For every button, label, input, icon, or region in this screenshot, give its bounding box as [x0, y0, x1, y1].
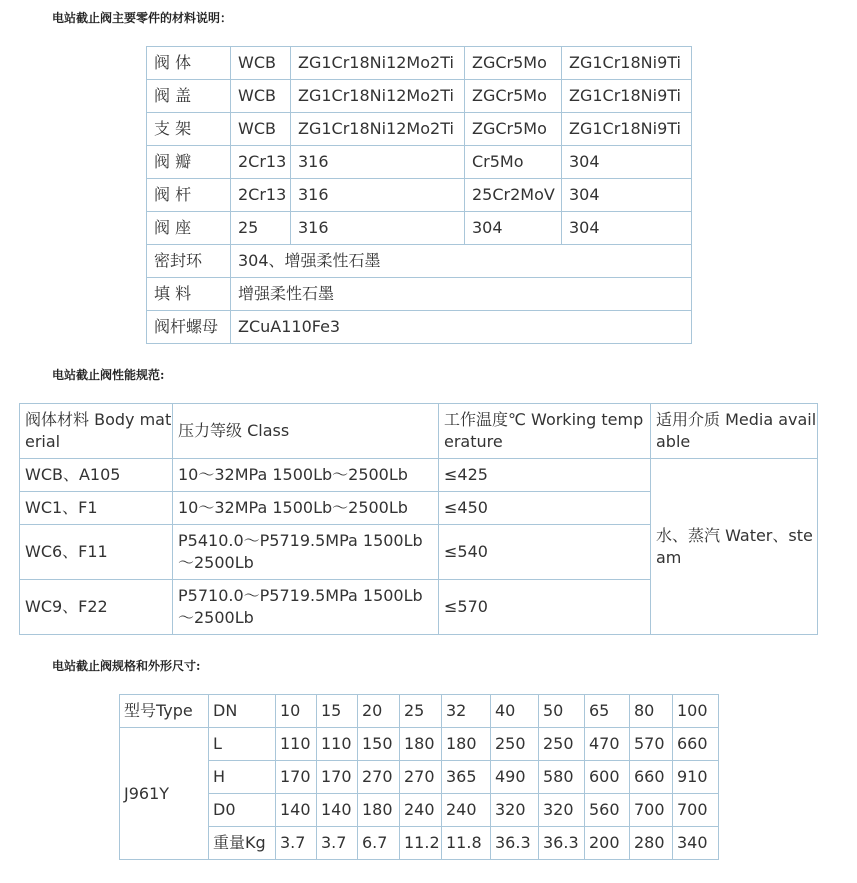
material-cell: ZG1Cr18Ni12Mo2Ti — [291, 47, 465, 80]
table-row — [120, 827, 719, 860]
dimension-label: D0 — [209, 794, 276, 827]
dn-value: 100 — [673, 695, 719, 728]
table-header-row — [120, 695, 719, 728]
performance-heading: 电站截止阀性能规范: — [52, 368, 165, 382]
dimensions-heading: 电站截止阀规格和外形尺寸: — [52, 659, 201, 673]
material-cell: ZG1Cr18Ni9Ti — [562, 47, 692, 80]
material-cell: 25 — [231, 212, 291, 245]
part-name: 阀 杆 — [147, 179, 231, 212]
material-cell: 304、增强柔性石墨 — [231, 245, 692, 278]
dimension-value: 560 — [585, 794, 630, 827]
table-row — [147, 311, 692, 344]
dimension-value: 660 — [630, 761, 673, 794]
dimension-value: 280 — [630, 827, 673, 860]
material-cell: ZG1Cr18Ni12Mo2Ti — [291, 113, 465, 146]
table-row — [20, 459, 818, 492]
dimension-value: 11.2 — [400, 827, 442, 860]
dn-value: 25 — [400, 695, 442, 728]
dimension-value: 365 — [442, 761, 491, 794]
dimension-value: 110 — [276, 728, 317, 761]
dimension-value: 570 — [630, 728, 673, 761]
pressure-class-cell: 10～32MPa 1500Lb～2500Lb — [173, 459, 439, 492]
dimension-value: 250 — [491, 728, 539, 761]
dimension-value: 140 — [317, 794, 358, 827]
dn-value: 10 — [276, 695, 317, 728]
part-name: 支 架 — [147, 113, 231, 146]
material-cell: 316 — [291, 146, 465, 179]
table-row — [147, 179, 692, 212]
dimensions-table — [119, 694, 719, 860]
temperature-cell: ≤540 — [439, 525, 651, 580]
dimension-value: 170 — [276, 761, 317, 794]
part-name: 填 料 — [147, 278, 231, 311]
table-row — [147, 47, 692, 80]
dimension-value: 180 — [400, 728, 442, 761]
pressure-class-cell: P5710.0～P5719.5MPa 1500Lb～2500Lb — [173, 580, 439, 635]
material-cell: 316 — [291, 179, 465, 212]
dimension-value: 700 — [673, 794, 719, 827]
dn-value: 20 — [358, 695, 400, 728]
dn-value: 40 — [491, 695, 539, 728]
material-cell: 25Cr2MoV — [465, 179, 562, 212]
material-cell: ZG1Cr18Ni9Ti — [562, 80, 692, 113]
table-row — [120, 761, 719, 794]
temperature-cell: ≤450 — [439, 492, 651, 525]
dimension-value: 270 — [400, 761, 442, 794]
dimension-label: L — [209, 728, 276, 761]
material-cell: 316 — [291, 212, 465, 245]
dimension-value: 340 — [673, 827, 719, 860]
dn-value: 15 — [317, 695, 358, 728]
dimension-value: 490 — [491, 761, 539, 794]
material-cell: ZGCr5Mo — [465, 47, 562, 80]
dimension-value: 180 — [358, 794, 400, 827]
dimension-value: 200 — [585, 827, 630, 860]
part-name: 阀 瓣 — [147, 146, 231, 179]
table-row — [120, 728, 719, 761]
dimension-value: 240 — [400, 794, 442, 827]
pressure-class-cell: 10～32MPa 1500Lb～2500Lb — [173, 492, 439, 525]
material-cell: 304 — [562, 179, 692, 212]
material-cell: WCB — [231, 113, 291, 146]
dimension-label: H — [209, 761, 276, 794]
type-label: 型号Type — [120, 695, 209, 728]
dimension-value: 150 — [358, 728, 400, 761]
material-cell: ZG1Cr18Ni12Mo2Ti — [291, 80, 465, 113]
dimension-value: 240 — [442, 794, 491, 827]
material-cell: 增强柔性石墨 — [231, 278, 692, 311]
dimension-value: 170 — [317, 761, 358, 794]
performance-table — [19, 403, 818, 635]
dimension-value: 11.8 — [442, 827, 491, 860]
table-row — [147, 245, 692, 278]
dimension-value: 660 — [673, 728, 719, 761]
dimension-label: DN — [209, 695, 276, 728]
material-cell: ZGCr5Mo — [465, 80, 562, 113]
material-cell: WCB — [231, 47, 291, 80]
dimension-value: 320 — [491, 794, 539, 827]
table-row — [147, 146, 692, 179]
body-material-cell: WC9、F22 — [20, 580, 173, 635]
part-name: 阀 盖 — [147, 80, 231, 113]
dimension-value: 470 — [585, 728, 630, 761]
temperature-cell: ≤425 — [439, 459, 651, 492]
material-cell: 2Cr13 — [231, 179, 291, 212]
column-header: 工作温度℃ Working temperature — [439, 404, 651, 459]
table-header-row — [20, 404, 818, 459]
dimension-value: 3.7 — [317, 827, 358, 860]
dimension-value: 36.3 — [491, 827, 539, 860]
dimension-value: 700 — [630, 794, 673, 827]
dn-value: 80 — [630, 695, 673, 728]
dimension-value: 600 — [585, 761, 630, 794]
materials-table — [146, 46, 692, 344]
pressure-class-cell: P5410.0～P5719.5MPa 1500Lb～2500Lb — [173, 525, 439, 580]
dimension-value: 140 — [276, 794, 317, 827]
materials-heading: 电站截止阀主要零件的材料说明： — [52, 11, 233, 25]
dimension-value: 110 — [317, 728, 358, 761]
body-material-cell: WC6、F11 — [20, 525, 173, 580]
dimension-value: 910 — [673, 761, 719, 794]
body-material-cell: WCB、A105 — [20, 459, 173, 492]
dimension-value: 320 — [539, 794, 585, 827]
dimension-value: 6.7 — [358, 827, 400, 860]
table-row — [147, 113, 692, 146]
temperature-cell: ≤570 — [439, 580, 651, 635]
material-cell: ZGCr5Mo — [465, 113, 562, 146]
table-row — [147, 278, 692, 311]
table-row — [147, 212, 692, 245]
dn-value: 65 — [585, 695, 630, 728]
material-cell: ZCuA110Fe3 — [231, 311, 692, 344]
material-cell: WCB — [231, 80, 291, 113]
dn-value: 50 — [539, 695, 585, 728]
material-cell: 304 — [562, 212, 692, 245]
dimension-value: 3.7 — [276, 827, 317, 860]
part-name: 阀 座 — [147, 212, 231, 245]
dimension-value: 36.3 — [539, 827, 585, 860]
dimension-value: 180 — [442, 728, 491, 761]
material-cell: ZG1Cr18Ni9Ti — [562, 113, 692, 146]
column-header: 阀体材料 Body material — [20, 404, 173, 459]
dimension-value: 250 — [539, 728, 585, 761]
dimension-value: 580 — [539, 761, 585, 794]
part-name: 密封环 — [147, 245, 231, 278]
part-name: 阀 体 — [147, 47, 231, 80]
body-material-cell: WC1、F1 — [20, 492, 173, 525]
dn-value: 32 — [442, 695, 491, 728]
material-cell: 2Cr13 — [231, 146, 291, 179]
material-cell: 304 — [465, 212, 562, 245]
column-header: 压力等级 Class — [173, 404, 439, 459]
dimension-value: 270 — [358, 761, 400, 794]
table-row — [147, 80, 692, 113]
part-name: 阀杆螺母 — [147, 311, 231, 344]
media-cell: 水、蒸汽 Water、steam — [651, 459, 818, 635]
model-cell: J961Y — [120, 728, 209, 860]
material-cell: Cr5Mo — [465, 146, 562, 179]
material-cell: 304 — [562, 146, 692, 179]
dimension-label: 重量Kg — [209, 827, 276, 860]
column-header: 适用介质 Media available — [651, 404, 818, 459]
table-row — [120, 794, 719, 827]
